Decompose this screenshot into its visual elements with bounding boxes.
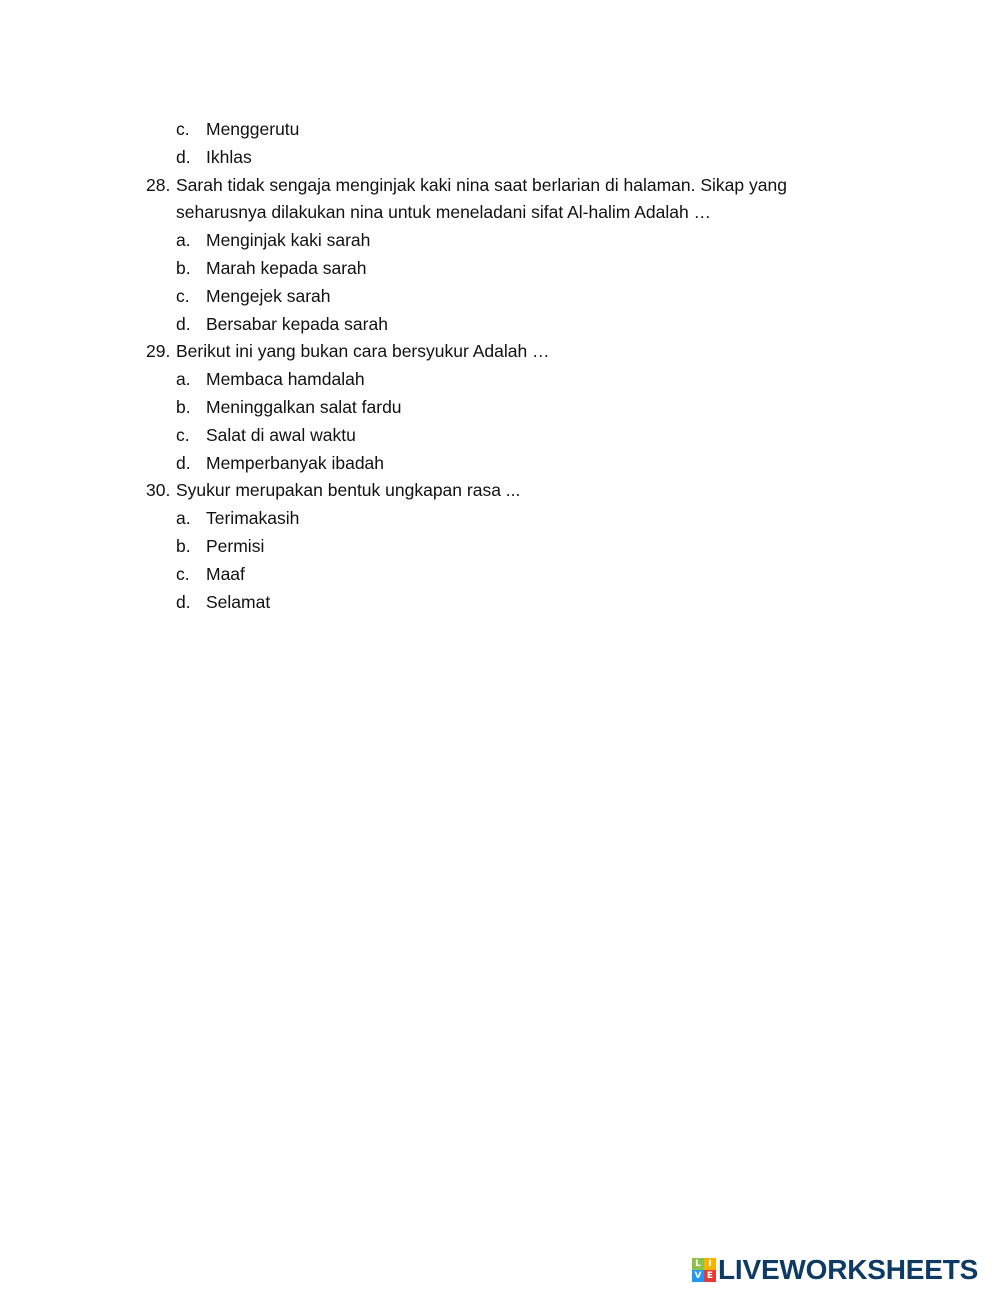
option-letter: a. xyxy=(176,230,191,251)
option-item[interactable] xyxy=(145,116,845,144)
logo-square-e: E xyxy=(704,1270,716,1282)
question-number: 29. xyxy=(146,341,171,362)
option-text: Menggerutu xyxy=(206,119,300,139)
option-text: Bersabar kepada sarah xyxy=(206,313,388,334)
option-letter: c. xyxy=(176,563,190,584)
option-letter: c. xyxy=(176,424,190,445)
logo-square-v: V xyxy=(692,1270,704,1282)
option-text: Membaca hamdalah xyxy=(206,369,365,390)
option-letter: c. xyxy=(176,285,190,306)
option-item[interactable] xyxy=(145,227,845,255)
question-text: Syukur merupakan bentuk ungkapan rasa ... xyxy=(176,480,521,501)
question-30 xyxy=(145,477,845,505)
option-item[interactable] xyxy=(145,450,845,478)
question-text: Sarah tidak sengaja menginjak kaki nina saat berlarian di halaman. Sikap yang xyxy=(176,174,787,195)
option-text: Memperbanyak ibadah xyxy=(206,452,385,473)
option-item[interactable] xyxy=(145,561,845,589)
option-letter: c. xyxy=(176,119,190,139)
logo-square-l: L xyxy=(692,1258,704,1270)
option-letter: b. xyxy=(176,257,191,278)
option-text: Mengejek sarah xyxy=(206,285,331,306)
option-text: Salat di awal waktu xyxy=(206,424,356,445)
option-text: Ikhlas xyxy=(206,146,252,167)
question-29 xyxy=(145,338,845,366)
option-text: Marah kepada sarah xyxy=(206,257,367,278)
question-list xyxy=(145,116,845,616)
question-28-continuation xyxy=(145,199,845,227)
liveworksheets-logo[interactable] xyxy=(692,1255,978,1285)
question-number: 28. xyxy=(146,174,171,195)
option-item[interactable] xyxy=(145,283,845,311)
option-letter: b. xyxy=(176,396,191,417)
option-letter: a. xyxy=(176,508,191,529)
option-letter: d. xyxy=(176,452,191,473)
option-text: Permisi xyxy=(206,535,265,556)
option-letter: d. xyxy=(176,146,191,167)
option-item[interactable] xyxy=(145,311,845,339)
question-number: 30. xyxy=(146,480,171,501)
option-letter: b. xyxy=(176,535,191,556)
option-letter: d. xyxy=(176,313,191,334)
option-letter: d. xyxy=(176,591,191,612)
question-28 xyxy=(145,172,845,200)
logo-square-i: I xyxy=(704,1258,716,1270)
question-text: Berikut ini yang bukan cara bersyukur Adalah … xyxy=(176,341,550,362)
option-item[interactable] xyxy=(145,144,845,172)
option-letter: a. xyxy=(176,369,191,390)
option-item[interactable] xyxy=(145,505,845,533)
option-item[interactable] xyxy=(145,533,845,561)
option-text: Menginjak kaki sarah xyxy=(206,230,371,251)
option-item[interactable] xyxy=(145,589,845,617)
option-item[interactable] xyxy=(145,366,845,394)
option-text: Selamat xyxy=(206,591,271,612)
option-item[interactable] xyxy=(145,422,845,450)
option-text: Meninggalkan salat fardu xyxy=(206,396,402,417)
logo-wordmark: LIVEWORKSHEETS xyxy=(718,1254,979,1285)
option-text: Maaf xyxy=(206,563,245,584)
option-item[interactable] xyxy=(145,394,845,422)
question-text: seharusnya dilakukan nina untuk meneladani sifat Al-halim Adalah … xyxy=(176,202,712,223)
liveworksheets-logo-icon xyxy=(692,1258,716,1282)
option-text: Terimakasih xyxy=(206,508,300,529)
option-item[interactable] xyxy=(145,255,845,283)
